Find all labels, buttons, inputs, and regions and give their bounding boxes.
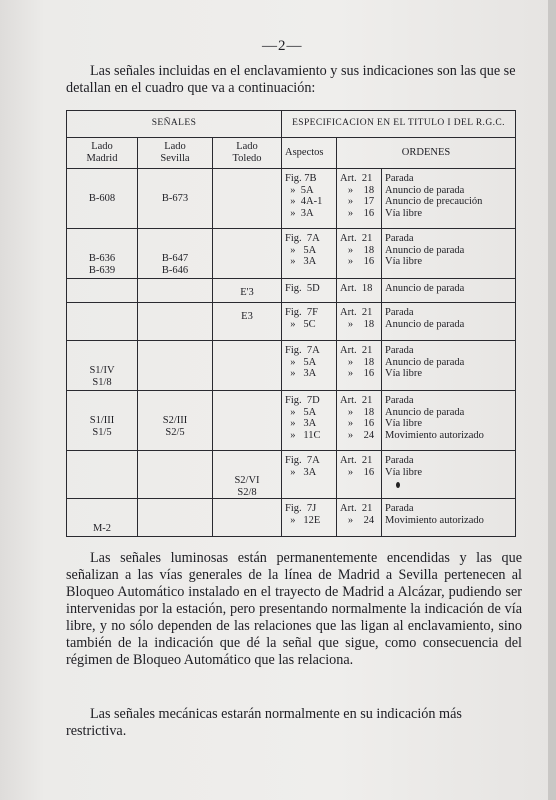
orden-line: Vía libre	[385, 207, 423, 219]
aspecto-line: » 12E	[285, 514, 321, 526]
table-body	[67, 169, 516, 537]
orden-line: Vía libre	[385, 418, 423, 430]
table-row	[67, 229, 516, 279]
page-edge	[548, 0, 556, 800]
aspecto-line: » 3A	[285, 207, 314, 219]
intro-paragraph: Las señales incluidas en el enclavamiento y sus indicaciones son las que se detallan en el cuadro que va a continuación:	[66, 63, 516, 96]
signals-table	[66, 110, 516, 537]
header-senales: SEÑALES	[67, 111, 282, 138]
orden-line: Anuncio de precaución	[385, 196, 483, 208]
col-ordenes: ORDENES	[337, 138, 516, 169]
cell-lado-sevilla	[138, 451, 213, 499]
orden-line: Parada	[385, 173, 414, 184]
col-lado-sevilla: Lado Sevilla	[138, 138, 213, 169]
orden-line: Vía libre	[385, 466, 423, 478]
cell-lado-madrid	[67, 279, 138, 303]
orden-line: Parada	[385, 395, 414, 406]
articulo-line: » 18	[340, 356, 375, 368]
articulo-line: Art. 21	[340, 233, 373, 244]
cell-lado-sevilla	[138, 303, 213, 341]
orden-line: Anuncio de parada	[385, 318, 465, 330]
orden-line: Anuncio de parada	[385, 283, 465, 294]
articulo-line: Art. 21	[340, 173, 373, 184]
cell-lado-toledo	[213, 391, 282, 451]
cell-articulo	[337, 341, 382, 391]
cell-ordenes	[382, 303, 516, 341]
cell-aspectos	[282, 229, 337, 279]
cell-lado-madrid	[67, 451, 138, 499]
cell-lado-toledo	[213, 229, 282, 279]
orden-line: Vía libre	[385, 256, 423, 268]
table-row	[67, 451, 516, 499]
cell-aspectos	[282, 169, 337, 229]
cell-lado-toledo	[213, 341, 282, 391]
cell-lado-madrid	[67, 303, 138, 341]
articulo-line: » 18	[340, 184, 375, 196]
aspecto-line: » 5A	[285, 244, 317, 256]
orden-line: Movimiento autorizado	[385, 429, 484, 441]
paragraph-senales-mecanicas: Las señales mecánicas estarán normalmente en su indicación más restrictiva.	[66, 706, 462, 739]
table-row	[67, 279, 516, 303]
cell-ordenes	[382, 169, 516, 229]
cell-lado-toledo: E'3	[213, 279, 282, 303]
articulo-line: Art. 21	[340, 345, 373, 356]
cell-lado-madrid: B-636 B-639	[67, 229, 138, 279]
paragraph-senales-luminosas: Las señales luminosas están permanentemente encendidas y las que señalizan a las vías generales de la línea de Madrid a Sevilla pertenecen al Bloqueo Automático instalado en el trayecto de Madrid a Alcázar, pudiendo ser intervenidas por la estación, pero presentando normalmente la indicación de vía libre, y no sólo dependen de las relaciones que las ligan al enclavamiento, sino también de la indicación que dé la señal que sigue, como consecuencia del régimen de Bloqueo Automático que las relaciona.	[66, 550, 522, 668]
articulo-line: Art. 18	[340, 283, 373, 294]
cell-articulo	[337, 229, 382, 279]
cell-ordenes	[382, 229, 516, 279]
cell-lado-madrid: S1/IV S1/8	[67, 341, 138, 391]
cell-lado-toledo: E3	[213, 303, 282, 341]
cell-lado-toledo	[213, 499, 282, 537]
cell-aspectos	[282, 391, 337, 451]
cell-ordenes	[382, 341, 516, 391]
articulo-line: » 16	[340, 256, 375, 268]
cell-aspectos	[282, 499, 337, 537]
aspecto-line: » 4A-1	[285, 196, 323, 208]
cell-ordenes	[382, 391, 516, 451]
aspecto-line: Fig. 7J	[285, 503, 317, 515]
cell-lado-sevilla	[138, 499, 213, 537]
cell-aspectos	[282, 451, 337, 499]
articulo-line: » 16	[340, 207, 375, 219]
cell-ordenes	[382, 451, 516, 499]
cell-lado-toledo: S2/VI S2/8	[213, 451, 282, 499]
articulo-line: » 18	[340, 244, 375, 256]
header-especificacion: ESPECIFICACION EN EL TITULO I DEL R.G.C.	[282, 111, 516, 138]
aspecto-line: Fig. 5D	[285, 283, 320, 294]
table-row	[67, 169, 516, 229]
cell-lado-toledo	[213, 169, 282, 229]
cell-lado-madrid: M-2	[67, 499, 138, 537]
col-lado-toledo: Lado Toledo	[213, 138, 282, 169]
orden-line: Parada	[385, 307, 414, 318]
cell-articulo	[337, 499, 382, 537]
ink-dot	[396, 482, 400, 488]
articulo-line: » 24	[340, 514, 375, 526]
aspecto-line: Fig. 7F	[285, 307, 318, 318]
cell-lado-sevilla: B-673	[138, 169, 213, 229]
orden-line: Anuncio de parada	[385, 244, 465, 256]
aspecto-line: » 3A	[285, 418, 317, 430]
table-row	[67, 391, 516, 451]
cell-ordenes	[382, 499, 516, 537]
cell-articulo	[337, 391, 382, 451]
articulo-line: » 18	[340, 406, 375, 418]
aspecto-line: » 3A	[285, 256, 317, 268]
aspecto-line: Fig. 7A	[285, 233, 320, 244]
table-row	[67, 341, 516, 391]
orden-line: Movimiento autorizado	[385, 514, 484, 526]
cell-aspectos	[282, 303, 337, 341]
cell-lado-sevilla	[138, 279, 213, 303]
cell-articulo	[337, 279, 382, 303]
table-row	[67, 499, 516, 537]
cell-lado-madrid: B-608	[67, 169, 138, 229]
articulo-line: Art. 21	[340, 395, 373, 406]
aspecto-line: Fig. 7A	[285, 345, 320, 356]
orden-line: Vía libre	[385, 368, 423, 380]
cell-articulo	[337, 451, 382, 499]
articulo-line: Art. 21	[340, 307, 373, 318]
cell-articulo	[337, 303, 382, 341]
page-number: —2—	[262, 38, 303, 54]
orden-line: Parada	[385, 503, 414, 515]
col-lado-madrid: Lado Madrid	[67, 138, 138, 169]
aspecto-line: Fig. 7D	[285, 395, 320, 406]
orden-line: Parada	[385, 345, 414, 356]
cell-lado-madrid: S1/III S1/5	[67, 391, 138, 451]
articulo-line: » 24	[340, 429, 375, 441]
aspecto-line: » 5A	[285, 406, 317, 418]
cell-articulo	[337, 169, 382, 229]
articulo-line: » 16	[340, 466, 375, 478]
aspecto-line: » 3A	[285, 466, 317, 478]
table-row	[67, 303, 516, 341]
articulo-line: » 17	[340, 196, 375, 208]
cell-aspectos	[282, 279, 337, 303]
aspecto-line: » 5C	[285, 318, 316, 330]
articulo-line: » 16	[340, 368, 375, 380]
orden-line: Parada	[385, 233, 414, 244]
cell-aspectos	[282, 341, 337, 391]
aspecto-line: Fig. 7A	[285, 455, 320, 466]
cell-lado-sevilla	[138, 341, 213, 391]
aspecto-line: » 11C	[285, 429, 321, 441]
orden-line: Anuncio de parada	[385, 356, 465, 368]
articulo-line: » 18	[340, 318, 375, 330]
aspecto-line: » 5A	[285, 356, 317, 368]
orden-line: Anuncio de parada	[385, 406, 465, 418]
orden-line: Parada	[385, 455, 414, 466]
cell-ordenes	[382, 279, 516, 303]
col-aspectos: Aspectos	[282, 138, 337, 169]
articulo-line: Art. 21	[340, 455, 373, 466]
orden-line: Anuncio de parada	[385, 184, 465, 196]
aspecto-line: Fig. 7B	[285, 173, 317, 184]
cell-lado-sevilla: S2/III S2/5	[138, 391, 213, 451]
articulo-line: Art. 21	[340, 503, 373, 515]
cell-lado-sevilla: B-647 B-646	[138, 229, 213, 279]
articulo-line: » 16	[340, 418, 375, 430]
aspecto-line: » 3A	[285, 368, 317, 380]
aspecto-line: » 5A	[285, 184, 314, 196]
